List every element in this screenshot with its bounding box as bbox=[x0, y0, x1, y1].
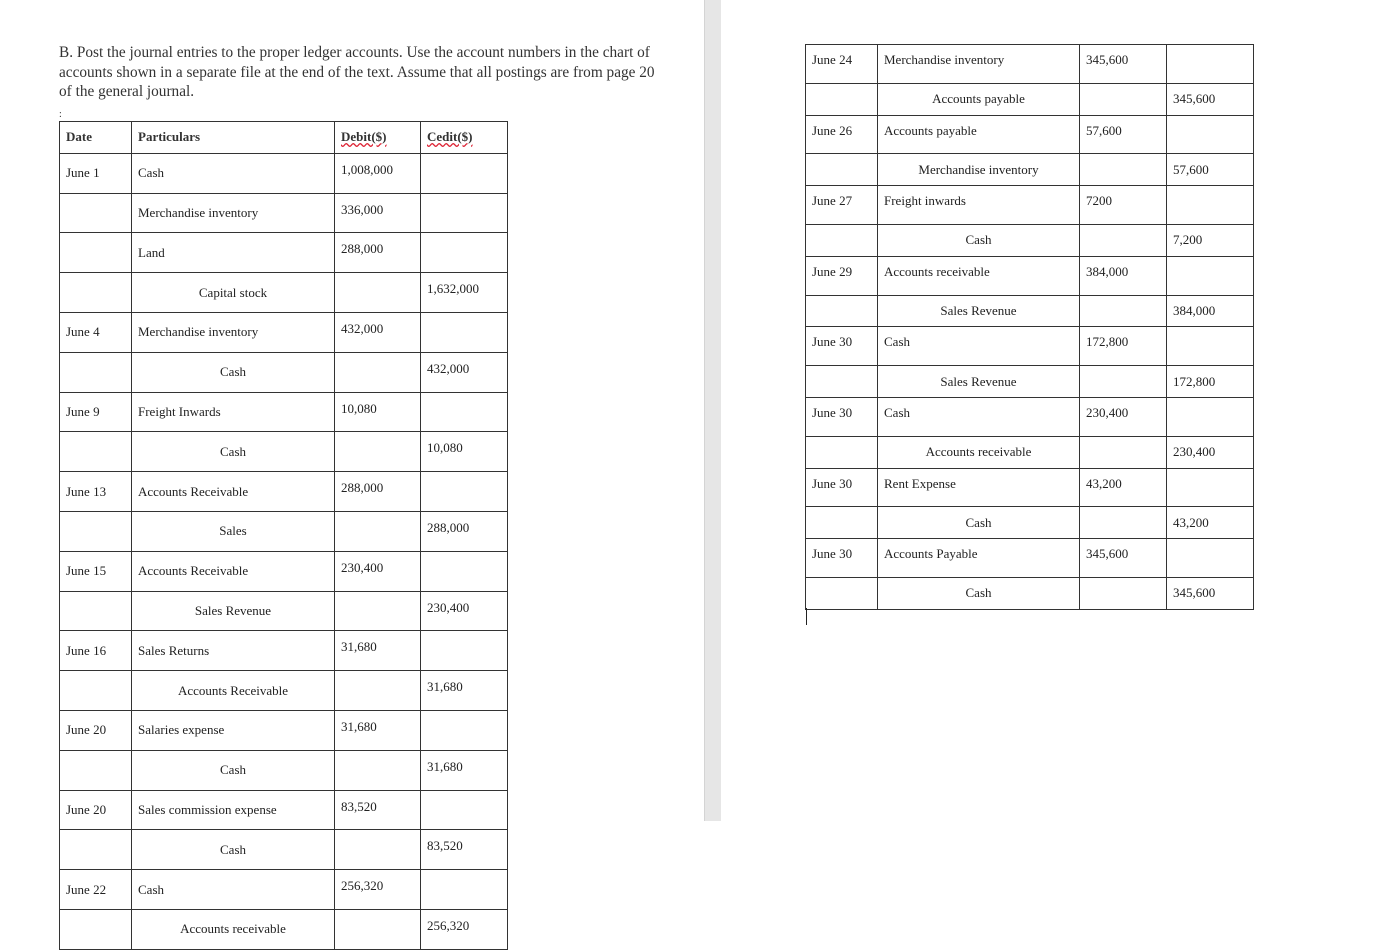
cell-debit[interactable]: 288,000 bbox=[335, 233, 421, 273]
table-row bbox=[60, 870, 508, 910]
page-gutter bbox=[704, 0, 722, 821]
cell-debit[interactable] bbox=[335, 750, 421, 790]
cell-date[interactable]: June 29 bbox=[806, 256, 878, 295]
cell-date[interactable]: June 20 bbox=[60, 710, 132, 750]
cell-debit[interactable] bbox=[335, 671, 421, 711]
table-row bbox=[806, 468, 1254, 507]
cell-particulars[interactable]: Freight inwards bbox=[878, 186, 1080, 225]
cell-date[interactable] bbox=[60, 830, 132, 870]
cell-date[interactable]: June 24 bbox=[806, 45, 878, 84]
cell-debit[interactable]: 336,000 bbox=[335, 193, 421, 233]
cell-credit[interactable]: 7,200 bbox=[1167, 224, 1254, 256]
table-row bbox=[806, 115, 1254, 154]
cell-date[interactable] bbox=[60, 233, 132, 273]
table-row bbox=[60, 909, 508, 949]
cell-credit[interactable] bbox=[421, 193, 508, 233]
cell-date[interactable]: June 4 bbox=[60, 312, 132, 352]
cell-credit[interactable]: 384,000 bbox=[1167, 295, 1254, 327]
cell-credit[interactable] bbox=[421, 472, 508, 512]
cell-credit[interactable] bbox=[421, 153, 508, 193]
table-row bbox=[806, 539, 1254, 578]
cell-date[interactable]: June 1 bbox=[60, 153, 132, 193]
cell-debit[interactable] bbox=[1080, 154, 1167, 186]
cell-particulars[interactable]: Rent Expense bbox=[878, 468, 1080, 507]
cell-date[interactable] bbox=[60, 750, 132, 790]
cell-credit[interactable] bbox=[421, 790, 508, 830]
cell-credit[interactable] bbox=[421, 710, 508, 750]
cell-date[interactable] bbox=[60, 193, 132, 233]
cell-credit[interactable] bbox=[1167, 115, 1254, 154]
cell-debit[interactable] bbox=[1080, 577, 1167, 609]
cell-date[interactable]: June 9 bbox=[60, 392, 132, 432]
cell-debit[interactable]: 1,008,000 bbox=[335, 153, 421, 193]
table-row bbox=[60, 432, 508, 472]
cell-credit[interactable]: 31,680 bbox=[421, 750, 508, 790]
cell-date[interactable]: June 15 bbox=[60, 551, 132, 591]
table-row bbox=[60, 830, 508, 870]
cell-date[interactable] bbox=[806, 507, 878, 539]
cell-credit[interactable] bbox=[1167, 539, 1254, 578]
cell-date[interactable] bbox=[806, 83, 878, 115]
cell-debit[interactable]: 10,080 bbox=[335, 392, 421, 432]
text-cursor bbox=[806, 608, 807, 625]
cell-debit[interactable] bbox=[335, 830, 421, 870]
table-row bbox=[806, 154, 1254, 186]
table-row bbox=[60, 273, 508, 313]
cell-credit[interactable]: 83,520 bbox=[421, 830, 508, 870]
cell-debit[interactable]: 288,000 bbox=[335, 472, 421, 512]
cell-credit[interactable]: 1,632,000 bbox=[421, 273, 508, 313]
table-row bbox=[806, 577, 1254, 609]
table-row bbox=[60, 233, 508, 273]
cell-credit[interactable]: 57,600 bbox=[1167, 154, 1254, 186]
cell-date[interactable] bbox=[60, 591, 132, 631]
cell-date[interactable] bbox=[60, 432, 132, 472]
cell-credit[interactable]: 432,000 bbox=[421, 352, 508, 392]
cell-date[interactable] bbox=[60, 909, 132, 949]
table-row bbox=[60, 710, 508, 750]
table-row bbox=[60, 671, 508, 711]
cell-particulars[interactable]: Accounts Receivable bbox=[132, 472, 335, 512]
cell-credit[interactable]: 230,400 bbox=[421, 591, 508, 631]
table-row bbox=[806, 327, 1254, 366]
cell-debit[interactable]: 230,400 bbox=[335, 551, 421, 591]
cell-debit[interactable]: 345,600 bbox=[1080, 539, 1167, 578]
cell-debit[interactable]: 57,600 bbox=[1080, 115, 1167, 154]
header-date: Date bbox=[60, 122, 132, 154]
cell-particulars[interactable]: Sales Revenue bbox=[878, 295, 1080, 327]
table-row bbox=[806, 256, 1254, 295]
cell-credit[interactable]: 31,680 bbox=[421, 671, 508, 711]
cell-date[interactable]: June 30 bbox=[806, 327, 878, 366]
cell-particulars[interactable]: Capital stock bbox=[132, 273, 335, 313]
cell-debit[interactable]: 256,320 bbox=[335, 870, 421, 910]
header-debit bbox=[335, 122, 421, 154]
cell-particulars[interactable]: Cash bbox=[878, 507, 1080, 539]
cell-particulars[interactable]: Merchandise inventory bbox=[132, 193, 335, 233]
cell-credit[interactable]: 10,080 bbox=[421, 432, 508, 472]
cell-debit[interactable] bbox=[335, 273, 421, 313]
cell-particulars[interactable]: Sales Revenue bbox=[878, 366, 1080, 398]
cell-credit[interactable] bbox=[1167, 186, 1254, 225]
cell-particulars[interactable]: Sales bbox=[132, 511, 335, 551]
cell-particulars[interactable]: Cash bbox=[878, 224, 1080, 256]
cell-particulars[interactable]: Merchandise inventory bbox=[878, 45, 1080, 84]
cell-date[interactable]: June 16 bbox=[60, 631, 132, 671]
cell-debit[interactable]: 83,520 bbox=[335, 790, 421, 830]
instructions-paragraph[interactable]: B. Post the journal entries to the proper ledger accounts. Use the account numbers in the chart of accounts shown in a separate file at the end of the text. Assume that all postings are from page 20 of the general journal. bbox=[59, 44, 655, 100]
cell-date[interactable]: June 27 bbox=[806, 186, 878, 225]
cell-debit[interactable] bbox=[1080, 295, 1167, 327]
cell-credit[interactable]: 288,000 bbox=[421, 511, 508, 551]
cell-credit[interactable] bbox=[1167, 256, 1254, 295]
cell-date[interactable]: June 13 bbox=[60, 472, 132, 512]
table-row bbox=[60, 511, 508, 551]
journal-table-right[interactable] bbox=[805, 44, 1254, 610]
cell-date[interactable]: June 20 bbox=[60, 790, 132, 830]
cell-debit[interactable]: 230,400 bbox=[1080, 397, 1167, 436]
cell-credit[interactable]: 345,600 bbox=[1167, 577, 1254, 609]
table-row bbox=[806, 397, 1254, 436]
cell-date[interactable] bbox=[60, 273, 132, 313]
table-row bbox=[60, 790, 508, 830]
cell-date[interactable] bbox=[806, 577, 878, 609]
table-row bbox=[806, 45, 1254, 84]
cell-credit[interactable] bbox=[1167, 397, 1254, 436]
cell-debit[interactable] bbox=[1080, 366, 1167, 398]
cell-credit[interactable]: 172,800 bbox=[1167, 366, 1254, 398]
cell-date[interactable]: June 30 bbox=[806, 397, 878, 436]
cell-credit[interactable] bbox=[421, 312, 508, 352]
table-row bbox=[60, 631, 508, 671]
cell-debit[interactable]: 432,000 bbox=[335, 312, 421, 352]
cell-debit[interactable] bbox=[335, 352, 421, 392]
cell-particulars[interactable]: Merchandise inventory bbox=[878, 154, 1080, 186]
cell-particulars[interactable]: Cash bbox=[132, 153, 335, 193]
cell-credit[interactable] bbox=[421, 233, 508, 273]
cell-particulars[interactable]: Salaries expense bbox=[132, 710, 335, 750]
cell-debit[interactable] bbox=[335, 432, 421, 472]
cell-particulars[interactable]: Sales Returns bbox=[132, 631, 335, 671]
cell-particulars[interactable]: Accounts receivable bbox=[132, 909, 335, 949]
table-row bbox=[806, 366, 1254, 398]
journal-table-left[interactable] bbox=[59, 121, 508, 950]
table-row bbox=[60, 750, 508, 790]
table-row bbox=[806, 295, 1254, 327]
cell-particulars[interactable]: Merchandise inventory bbox=[132, 312, 335, 352]
cell-credit[interactable] bbox=[1167, 468, 1254, 507]
cell-credit[interactable]: 43,200 bbox=[1167, 507, 1254, 539]
cell-credit[interactable] bbox=[1167, 327, 1254, 366]
table-row bbox=[60, 193, 508, 233]
cell-particulars[interactable]: Cash bbox=[878, 327, 1080, 366]
cell-particulars[interactable]: Cash bbox=[878, 397, 1080, 436]
cell-date[interactable] bbox=[60, 352, 132, 392]
cell-date[interactable] bbox=[60, 511, 132, 551]
cell-debit[interactable] bbox=[335, 511, 421, 551]
table-row bbox=[806, 224, 1254, 256]
cell-particulars[interactable]: Accounts Receivable bbox=[132, 551, 335, 591]
cell-date[interactable]: June 22 bbox=[60, 870, 132, 910]
cell-credit[interactable]: 256,320 bbox=[421, 909, 508, 949]
cell-credit[interactable] bbox=[1167, 45, 1254, 84]
cell-date[interactable]: June 26 bbox=[806, 115, 878, 154]
table-row bbox=[806, 186, 1254, 225]
cell-particulars[interactable]: Cash bbox=[132, 870, 335, 910]
cell-date[interactable]: June 30 bbox=[806, 468, 878, 507]
cell-particulars[interactable]: Cash bbox=[132, 830, 335, 870]
cell-credit[interactable] bbox=[421, 631, 508, 671]
table-row bbox=[60, 551, 508, 591]
cell-date[interactable]: June 30 bbox=[806, 539, 878, 578]
cell-particulars[interactable]: Land bbox=[132, 233, 335, 273]
cell-debit[interactable] bbox=[335, 909, 421, 949]
table-row bbox=[60, 352, 508, 392]
cell-debit[interactable] bbox=[1080, 83, 1167, 115]
cell-debit[interactable]: 345,600 bbox=[1080, 45, 1167, 84]
cell-particulars[interactable]: Accounts Payable bbox=[878, 539, 1080, 578]
cell-date[interactable] bbox=[806, 154, 878, 186]
header-credit bbox=[421, 122, 508, 154]
header-debit-text: Debit($) bbox=[341, 129, 387, 145]
cell-particulars[interactable]: Accounts payable bbox=[878, 115, 1080, 154]
stray-mark: : bbox=[59, 109, 62, 120]
cell-date[interactable] bbox=[806, 366, 878, 398]
cell-particulars[interactable]: Cash bbox=[132, 750, 335, 790]
table-row bbox=[806, 436, 1254, 468]
cell-debit[interactable]: 384,000 bbox=[1080, 256, 1167, 295]
cell-particulars[interactable]: Sales commission expense bbox=[132, 790, 335, 830]
table-row bbox=[60, 472, 508, 512]
table-row bbox=[60, 591, 508, 631]
cell-date[interactable] bbox=[60, 671, 132, 711]
cell-particulars[interactable]: Accounts receivable bbox=[878, 436, 1080, 468]
table-row bbox=[806, 507, 1254, 539]
cell-debit[interactable]: 43,200 bbox=[1080, 468, 1167, 507]
cell-credit[interactable]: 230,400 bbox=[1167, 436, 1254, 468]
cell-particulars[interactable]: Accounts Receivable bbox=[132, 671, 335, 711]
table-row bbox=[60, 312, 508, 352]
cell-particulars[interactable]: Cash bbox=[132, 352, 335, 392]
cell-debit[interactable]: 31,680 bbox=[335, 631, 421, 671]
cell-debit[interactable] bbox=[1080, 224, 1167, 256]
cell-debit[interactable] bbox=[335, 591, 421, 631]
cell-particulars[interactable]: Accounts payable bbox=[878, 83, 1080, 115]
table-row bbox=[806, 83, 1254, 115]
cell-date[interactable] bbox=[806, 224, 878, 256]
cell-debit[interactable] bbox=[1080, 507, 1167, 539]
cell-debit[interactable]: 172,800 bbox=[1080, 327, 1167, 366]
header-particulars: Particulars bbox=[132, 122, 335, 154]
cell-particulars[interactable]: Cash bbox=[878, 577, 1080, 609]
table-row bbox=[60, 392, 508, 432]
cell-credit[interactable] bbox=[421, 551, 508, 591]
cell-particulars[interactable]: Cash bbox=[132, 432, 335, 472]
cell-particulars[interactable]: Accounts receivable bbox=[878, 256, 1080, 295]
cell-date[interactable] bbox=[806, 295, 878, 327]
table-row bbox=[60, 153, 508, 193]
header-credit-text: Cedit($) bbox=[427, 129, 473, 145]
cell-debit[interactable] bbox=[1080, 436, 1167, 468]
cell-date[interactable] bbox=[806, 436, 878, 468]
cell-credit[interactable] bbox=[421, 392, 508, 432]
cell-particulars[interactable]: Sales Revenue bbox=[132, 591, 335, 631]
cell-debit[interactable]: 31,680 bbox=[335, 710, 421, 750]
cell-particulars[interactable]: Freight Inwards bbox=[132, 392, 335, 432]
cell-debit[interactable]: 7200 bbox=[1080, 186, 1167, 225]
cell-credit[interactable] bbox=[421, 870, 508, 910]
table-header-row bbox=[60, 122, 508, 154]
cell-credit[interactable]: 345,600 bbox=[1167, 83, 1254, 115]
